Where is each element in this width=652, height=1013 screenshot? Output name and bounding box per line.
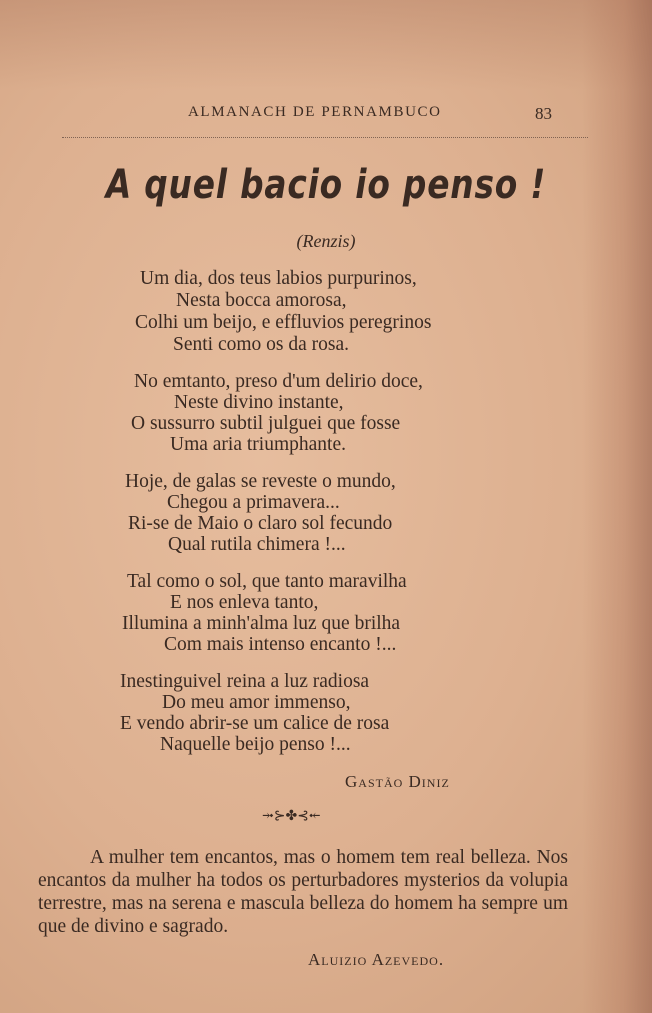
page-number: 83 [535,104,552,123]
poem-line: Neste divino instante, [174,392,344,413]
page-shading-right [582,0,652,1013]
poem-line: Tal como o sol, que tanto maravilha [127,571,407,592]
poem-line: Chegou a primavera... [167,492,340,513]
poem-line: Com mais intenso encanto !... [164,634,397,655]
poem-line: Um dia, dos teus labios purpurinos, [140,268,417,289]
poem-line: Illumina a minh'alma luz que brilha [122,613,401,634]
poem-author-note: (Renzis) [296,231,356,251]
poem-line: Ri-se de Maio o claro sol fecundo [128,513,393,534]
poem-title: A quel bacio io penso ! [105,162,547,208]
page-header [0,104,652,128]
poem-line: Qual rutila chimera !... [168,534,346,555]
poem-line: E vendo abrir-se um calice de rosa [120,713,390,734]
header-rule [62,137,588,138]
poem-line: Naquelle beijo penso !... [160,734,351,755]
poem-line: Colhi um beijo, e effluvios peregrinos [135,312,432,333]
prose-signature: Aluizio Azevedo. [308,950,445,969]
poem-line: Senti como os da rosa. [173,334,350,355]
page-shading-top [0,0,652,90]
poem-line: Inestinguivel reina a luz radiosa [120,671,370,692]
poem-line: No emtanto, preso d'um delirio doce, [134,371,423,392]
poem-line: E nos enleva tanto, [170,592,319,613]
section-ornament: ⤞⊱✤⊰⤝ [262,809,321,824]
poem-line: Do meu amor immenso, [162,692,351,713]
prose-paragraph [38,846,568,938]
poem-line: Nesta bocca amorosa, [176,290,347,311]
poem-signature: Gastão Diniz [345,772,450,791]
prose-text: A mulher tem encantos, mas o homem tem real belleza. Nos encantos da mulher ha todos os perturbadores mysterios da volupia terrestre, mas na serena e mascula belleza do homem ha sempre um que de divino e sagrado. [38,847,568,937]
poem-line: O sussurro subtil julguei que fosse [131,413,401,434]
poem-line: Uma aria triumphante. [170,434,346,455]
running-title: ALMANACH DE PERNAMBUCO [188,104,442,120]
poem-line: Hoje, de galas se reveste o mundo, [125,471,396,492]
